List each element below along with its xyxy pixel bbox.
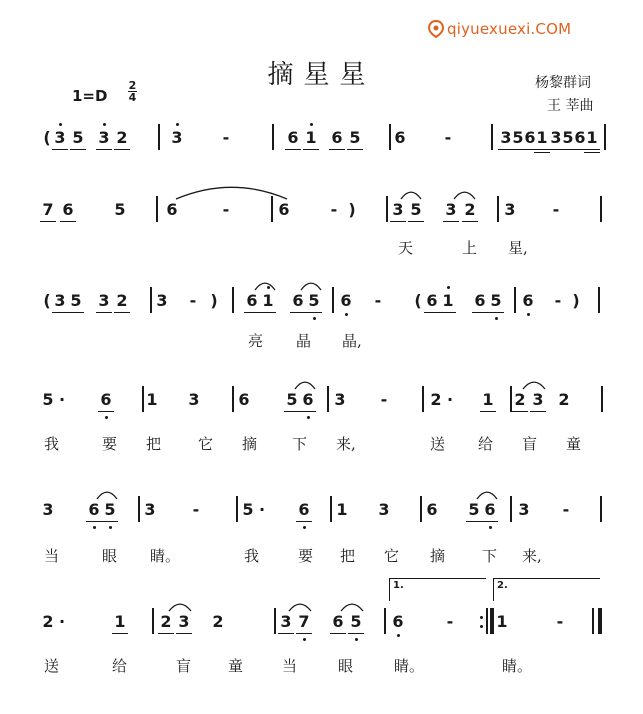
underline-beam (96, 312, 112, 313)
lyric-char: 天 (398, 239, 414, 257)
underline-beam (176, 633, 192, 634)
lyric-char: 给 (112, 657, 128, 675)
lyric-char: 给 (478, 435, 494, 453)
note: - (222, 200, 230, 219)
barline (232, 386, 234, 412)
octave-down-dot (109, 526, 112, 529)
lyric-char: 晶 (296, 332, 312, 350)
note: 5 (70, 291, 82, 310)
note: 3 (550, 128, 562, 147)
note: 3 (171, 128, 183, 147)
note: - (552, 200, 560, 219)
barline (604, 124, 606, 150)
barline (514, 287, 516, 313)
barline (272, 124, 274, 150)
note: 1 (305, 128, 317, 147)
underline-beam (52, 149, 68, 150)
note: 2 (116, 291, 128, 310)
barline (236, 496, 238, 522)
underline-beam (348, 633, 364, 634)
slur (453, 190, 476, 200)
underline-beam (158, 633, 174, 634)
octave-down-dot (495, 317, 498, 320)
note: 3 (532, 390, 544, 409)
barline (420, 496, 422, 522)
octave-down-dot (397, 634, 400, 637)
key-signature: 1=D (72, 87, 108, 105)
underline-beam (290, 312, 306, 313)
note: 6 (62, 200, 74, 219)
lyric-char: 摘 (430, 547, 446, 565)
underline-beam (584, 149, 600, 150)
note: 3 (42, 500, 54, 519)
octave-down-dot (313, 317, 316, 320)
note: 3 (280, 612, 292, 631)
underline-beam (390, 221, 406, 222)
underline-beam (296, 633, 312, 634)
barline (510, 496, 512, 522)
underline-beam (303, 149, 319, 150)
underline-beam (488, 312, 504, 313)
underline-beam (306, 312, 322, 313)
lyric-char: 把 (340, 547, 356, 565)
watermark-logo-icon (428, 20, 444, 38)
underline-beam (482, 521, 498, 522)
underline-beam (70, 149, 86, 150)
note: 6 (484, 500, 496, 519)
barline (138, 496, 140, 522)
lyric-char: 晶, (342, 332, 362, 350)
note: 5 (512, 128, 524, 147)
volta-label: 1. (393, 580, 404, 591)
note: 5 (468, 500, 480, 519)
barline (332, 287, 334, 313)
note: 6 (426, 291, 438, 310)
underline-beam (300, 411, 316, 412)
note: 6 (392, 612, 404, 631)
note: ( (43, 128, 51, 147)
volta-label: 2. (497, 580, 508, 591)
underline-beam (462, 221, 478, 222)
barline (142, 386, 144, 412)
lyric-char: 把 (146, 435, 162, 453)
underline-beam (112, 633, 128, 634)
underline-beam (512, 411, 528, 412)
octave-down-dot (303, 526, 306, 529)
underline-beam (40, 221, 56, 222)
note: 5 (349, 128, 361, 147)
time-bottom: 4 (128, 91, 137, 104)
octave-down-dot (527, 313, 530, 316)
note: 3 (178, 612, 190, 631)
final-barline (592, 608, 594, 634)
note: 1 (336, 500, 348, 519)
note: 1 (146, 390, 158, 409)
underline-beam (96, 149, 112, 150)
barline (598, 287, 600, 313)
note: 5 (42, 390, 54, 409)
repeat-dot (480, 625, 483, 628)
note: 3 (334, 390, 346, 409)
barline (389, 124, 391, 150)
note: 1 (496, 612, 508, 631)
lyric-char: 盲 (522, 435, 538, 453)
underline-beam (285, 149, 301, 150)
note: - (380, 390, 388, 409)
note: 1 (442, 291, 454, 310)
lyric-char: 盲 (176, 657, 192, 675)
repeat-dot (480, 616, 483, 619)
octave-down-dot (489, 526, 492, 529)
lyricist-credit: 杨黎群词 (535, 75, 591, 91)
octave-up-dot (310, 123, 313, 126)
lyric-char: 它 (384, 547, 400, 565)
underline-beam (534, 152, 550, 153)
slur (476, 490, 498, 500)
slur (168, 602, 192, 612)
lyric-char: 睛。 (150, 547, 181, 565)
note: - (562, 500, 570, 519)
note: 6 (246, 291, 258, 310)
lyric-char: 睛。 (502, 657, 533, 675)
barline (510, 386, 512, 412)
underline-beam (260, 312, 276, 313)
octave-down-dot (307, 416, 310, 419)
note: ) (210, 291, 218, 310)
barline (600, 496, 602, 522)
time-top: 2 (128, 79, 137, 92)
lyric-char: 当 (44, 547, 60, 565)
lyric-char: 上 (462, 239, 478, 257)
lyric-char: 当 (282, 657, 298, 675)
octave-down-dot (105, 416, 108, 419)
note: 5 (350, 612, 362, 631)
note: 1 (262, 291, 274, 310)
underline-beam (466, 521, 482, 522)
note: 2 (464, 200, 476, 219)
note: 3 (144, 500, 156, 519)
note: 3 (54, 291, 66, 310)
octave-up-dot (447, 286, 450, 289)
octave-up-dot (103, 123, 106, 126)
note: - (222, 128, 230, 147)
note: 3 (504, 200, 516, 219)
final-barline-thick (598, 608, 602, 634)
underline-beam (278, 633, 294, 634)
barline (158, 124, 160, 150)
lyric-char: 亮 (248, 332, 264, 350)
underline-beam (68, 312, 84, 313)
note: 3 (445, 200, 457, 219)
note: 1 (536, 128, 548, 147)
underline-beam (296, 521, 312, 522)
note: ( (414, 291, 422, 310)
underline-beam (52, 312, 68, 313)
note: 2 (514, 390, 526, 409)
note: - (446, 612, 454, 631)
watermark-text: qiyuexuexi.COM (447, 20, 572, 38)
barline (274, 608, 276, 634)
barline (491, 124, 493, 150)
barline (386, 196, 388, 222)
note: 3 (98, 291, 110, 310)
note: 7 (42, 200, 54, 219)
note: · (58, 612, 66, 631)
note: - (444, 128, 452, 147)
lyric-char: 摘 (242, 435, 258, 453)
underline-beam (98, 411, 114, 412)
barline (422, 386, 424, 412)
note: ) (348, 200, 356, 219)
note: 6 (522, 291, 534, 310)
note: 6 (88, 500, 100, 519)
lyric-char: 送 (430, 435, 446, 453)
note: 6 (302, 390, 314, 409)
note: - (192, 500, 200, 519)
volta-bracket (493, 578, 600, 601)
barline (384, 608, 386, 634)
note: 6 (166, 200, 178, 219)
composer-credit: 王 莘曲 (547, 98, 594, 114)
octave-down-dot (303, 638, 306, 641)
underline-beam (244, 312, 260, 313)
underline-beam (424, 312, 440, 313)
underline-beam (584, 152, 600, 153)
lyric-char: 星, (508, 239, 528, 257)
underline-beam (347, 149, 363, 150)
note: 5 (286, 390, 298, 409)
lyric-char: 下 (482, 547, 498, 565)
lyric-char: 下 (292, 435, 308, 453)
note: 1 (586, 128, 598, 147)
note: 6 (292, 291, 304, 310)
note: 2 (212, 612, 224, 631)
note: 6 (278, 200, 290, 219)
note: 5 (72, 128, 84, 147)
underline-beam (530, 411, 546, 412)
note: - (556, 612, 564, 631)
underline-beam (102, 521, 118, 522)
note: 6 (298, 500, 310, 519)
note: 5 (308, 291, 320, 310)
lyric-char: 来, (336, 435, 356, 453)
slur (300, 281, 322, 291)
slur (294, 380, 316, 390)
note: 2 (42, 612, 54, 631)
lyric-char: 童 (228, 657, 244, 675)
underline-beam (443, 221, 459, 222)
note: 6 (474, 291, 486, 310)
lyric-char: 我 (244, 547, 260, 565)
note: ) (572, 291, 580, 310)
note: 1 (482, 390, 494, 409)
barline (486, 608, 488, 634)
note: 2 (160, 612, 172, 631)
time-signature (128, 80, 137, 103)
note: 7 (298, 612, 310, 631)
barline (156, 196, 158, 222)
note: - (330, 200, 338, 219)
note: 3 (98, 128, 110, 147)
note: 5 (490, 291, 502, 310)
note: · (446, 390, 454, 409)
song-title: 摘星星 (267, 60, 376, 90)
underline-beam (114, 149, 130, 150)
note: 6 (100, 390, 112, 409)
note: 6 (394, 128, 406, 147)
note: · (58, 390, 66, 409)
note: 3 (188, 390, 200, 409)
underline-beam (284, 411, 300, 412)
octave-down-dot (355, 638, 358, 641)
slur (288, 602, 312, 612)
barline (150, 287, 152, 313)
note: 5 (104, 500, 116, 519)
barline (152, 608, 154, 634)
lyric-char: 它 (198, 435, 214, 453)
note: 6 (332, 612, 344, 631)
underline-beam (472, 312, 488, 313)
repeat-barline (490, 608, 494, 634)
note: 2 (430, 390, 442, 409)
underline-beam (408, 221, 424, 222)
note: 3 (54, 128, 66, 147)
note: 3 (500, 128, 512, 147)
octave-down-dot (345, 313, 348, 316)
slur (522, 380, 546, 390)
note: 3 (518, 500, 530, 519)
lyric-char: 眼 (338, 657, 354, 675)
lyric-char: 要 (298, 547, 314, 565)
underline-beam (480, 411, 496, 412)
note: 3 (156, 291, 168, 310)
note: 2 (558, 390, 570, 409)
underline-beam (329, 149, 345, 150)
barline (600, 196, 602, 222)
octave-up-dot (176, 123, 179, 126)
note: 5 (242, 500, 254, 519)
slur (340, 602, 364, 612)
note: 6 (340, 291, 352, 310)
slur (96, 490, 118, 500)
barline (232, 287, 234, 313)
slur (254, 281, 276, 291)
barline (330, 496, 332, 522)
note: ( (43, 291, 51, 310)
note: 1 (114, 612, 126, 631)
note: 3 (392, 200, 404, 219)
lyric-char: 眼 (102, 547, 118, 565)
octave-down-dot (93, 526, 96, 529)
slur (175, 184, 288, 200)
barline (327, 386, 329, 412)
note: 6 (574, 128, 586, 147)
lyric-char: 睛。 (394, 657, 425, 675)
lyric-char: 来, (522, 547, 542, 565)
note: 5 (114, 200, 126, 219)
note: · (258, 500, 266, 519)
note: 6 (238, 390, 250, 409)
lyric-char: 我 (44, 435, 60, 453)
note: 5 (562, 128, 574, 147)
note: - (374, 291, 382, 310)
note: 6 (524, 128, 536, 147)
octave-up-dot (59, 123, 62, 126)
note: - (189, 291, 197, 310)
lyric-char: 要 (102, 435, 118, 453)
note: - (554, 291, 562, 310)
note: 2 (116, 128, 128, 147)
barline (601, 386, 603, 412)
slur (400, 190, 422, 200)
note: 6 (331, 128, 343, 147)
underline-beam (114, 312, 130, 313)
lyric-char: 送 (44, 657, 60, 675)
lyric-char: 童 (566, 435, 582, 453)
note: 5 (410, 200, 422, 219)
underline-beam (440, 312, 456, 313)
barline (497, 196, 499, 222)
underline-beam (330, 633, 346, 634)
note: 6 (426, 500, 438, 519)
underline-beam (60, 221, 76, 222)
note: 3 (378, 500, 390, 519)
note: 6 (287, 128, 299, 147)
underline-beam (86, 521, 102, 522)
